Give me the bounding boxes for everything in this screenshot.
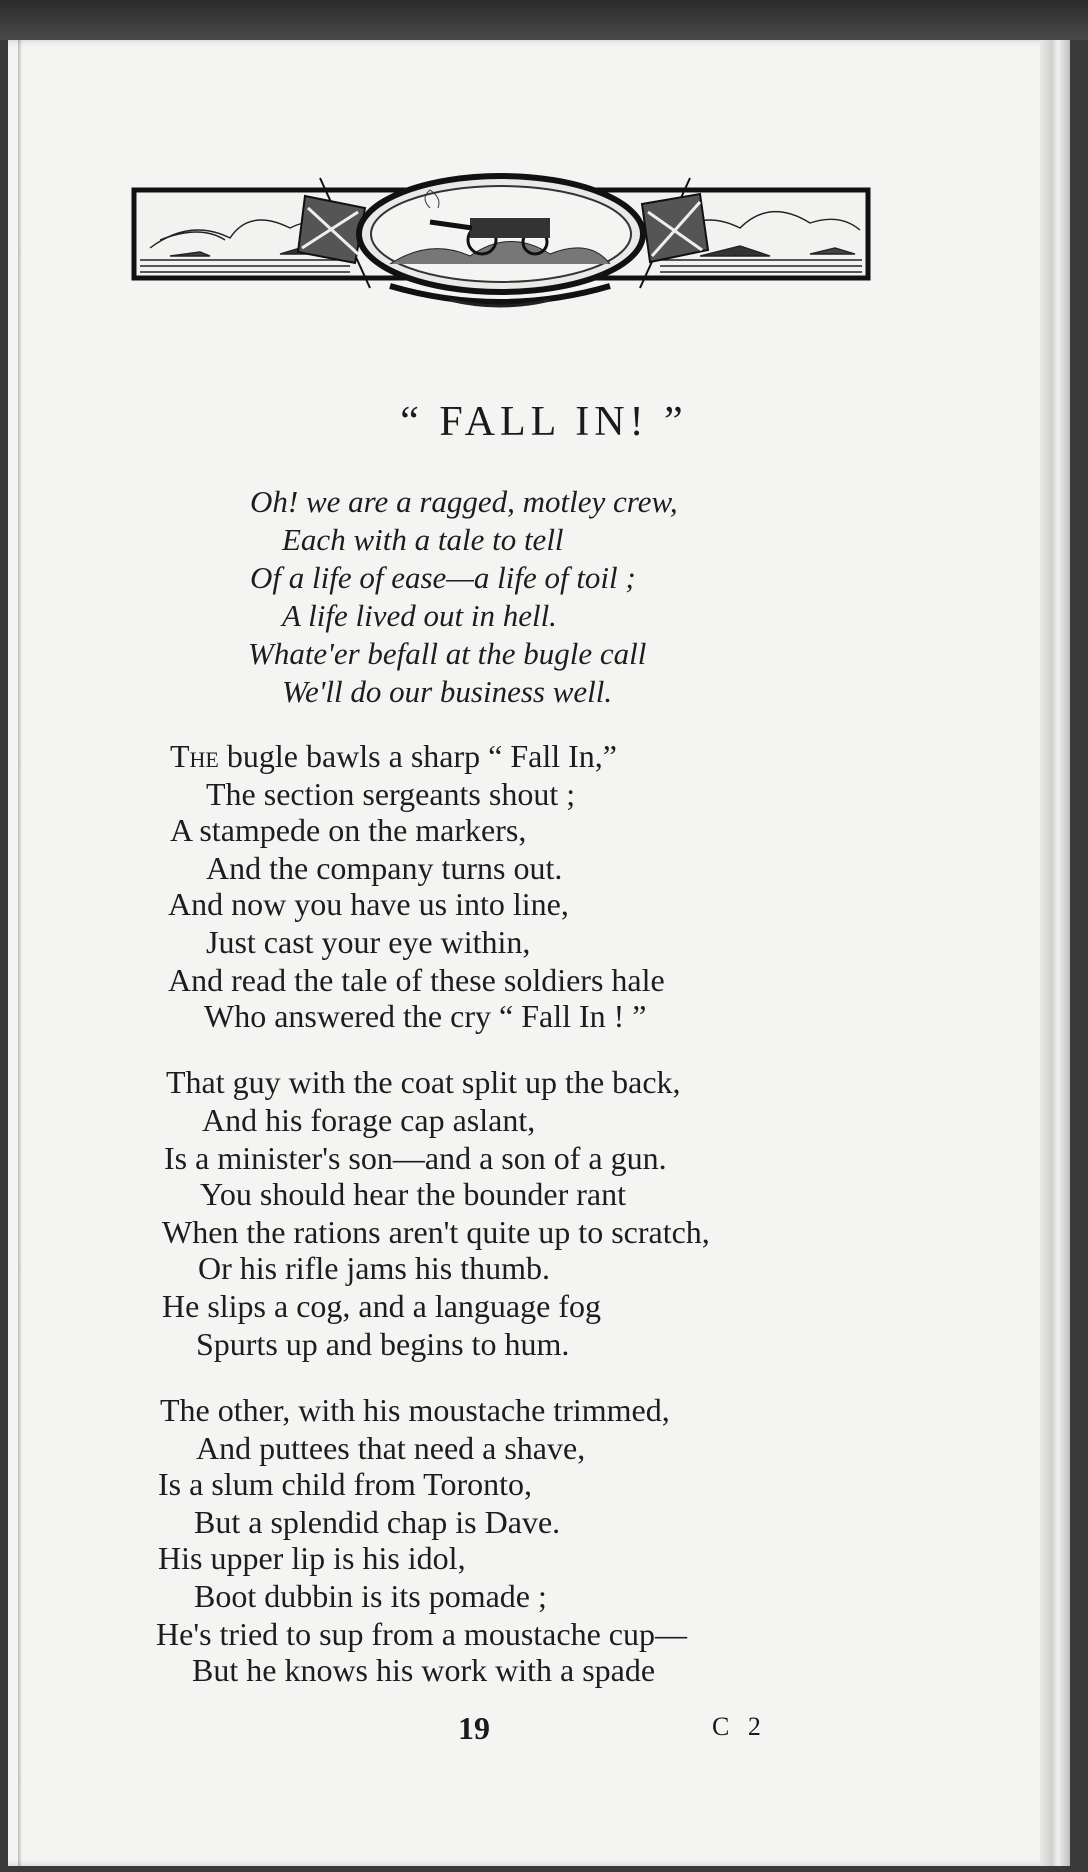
stanza3-line-1: The other, with his moustache trimmed,: [160, 1392, 670, 1428]
stanza1-line-7: And read the tale of these soldiers hale: [168, 962, 665, 998]
intro-line-1: Oh! we are a ragged, motley crew,: [250, 484, 678, 519]
stanza2-line-2: And his forage cap aslant,: [202, 1102, 536, 1138]
stanza2-line-1: That guy with the coat split up the back,: [166, 1064, 681, 1100]
signature-mark: C 2: [712, 1712, 767, 1741]
intro-line-4: A life lived out in hell.: [282, 598, 557, 633]
stanza1-line-4: And the company turns out.: [206, 850, 563, 886]
stanza1-line-2: The section sergeants shout ;: [206, 776, 576, 812]
stanza1-line-6: Just cast your eye within,: [206, 924, 531, 960]
stanza3-line-4: But a splendid chap is Dave.: [194, 1504, 561, 1540]
poem-title: “ FALL IN! ”: [400, 399, 688, 445]
stanza2-line-4: You should hear the bounder rant: [200, 1176, 627, 1212]
intro-line-2: Each with a tale to tell: [282, 522, 564, 557]
stanza1-line-8: Who answered the cry “ Fall In ! ”: [204, 998, 647, 1034]
stanza1-line-5: And now you have us into line,: [168, 886, 569, 922]
stanza2-line-8: Spurts up and begins to hum.: [196, 1326, 570, 1362]
stanza2-line-6: Or his rifle jams his thumb.: [198, 1250, 550, 1286]
stanza3-line-8: But he knows his work with a spade: [192, 1652, 656, 1688]
central-medallion: [359, 176, 643, 306]
stanza1-line-1-rest: bugle bawls a sharp “ Fall In,”: [218, 738, 617, 774]
intro-line-3: Of a life of ease—a life of toil ;: [250, 560, 636, 595]
page-number: 19: [458, 1710, 490, 1746]
intro-line-6: We'll do our business well.: [282, 674, 613, 709]
drop-word: The: [170, 738, 219, 774]
binding-shadow: [18, 40, 22, 1866]
intro-line-5: Whate'er befall at the bugle call: [248, 636, 647, 671]
stanza3-line-7: He's tried to sup from a moustache cup—: [156, 1616, 687, 1652]
stanza1-line-3: A stampede on the markers,: [170, 812, 527, 848]
stanza2-line-5: When the rations aren't quite up to scratch,: [162, 1214, 710, 1250]
stanza3-line-3: Is a slum child from Toronto,: [158, 1466, 533, 1502]
header-ornament-illustration: [130, 168, 872, 318]
book-cover-edge: [0, 0, 1088, 40]
stanza3-line-2: And puttees that need a shave,: [196, 1430, 586, 1466]
stanza3-line-6: Boot dubbin is its pomade ;: [194, 1578, 547, 1614]
stanza1-line-1: [170, 738, 617, 774]
page-stack-edge: [1040, 40, 1070, 1866]
stanza2-line-3: Is a minister's son—and a son of a gun.: [164, 1140, 667, 1176]
stanza3-line-5: His upper lip is his idol,: [158, 1540, 466, 1576]
stanza2-line-7: He slips a cog, and a language fog: [162, 1288, 601, 1324]
